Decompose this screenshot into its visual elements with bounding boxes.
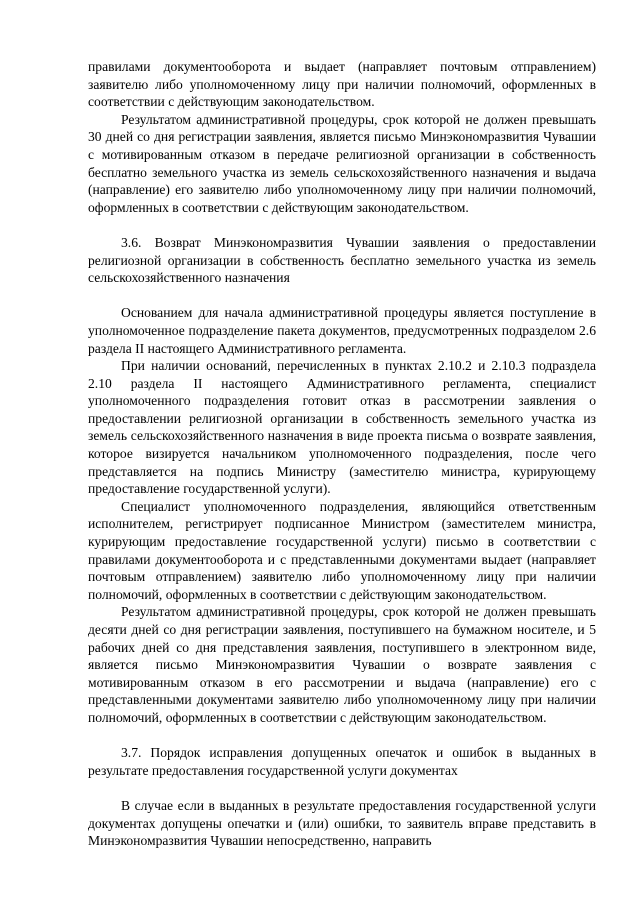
spacer [88,727,596,745]
paragraph-grounds: При наличии оснований, перечисленных в пунктах 2.10.2 и 2.10.3 подраздела 2.10 раздела II настоящего Административного регламента, специалист уполномоченного подразделения готовит отказ в рассмотрении заявления о предоставлении религиозной организации в собственность земельного участка из земель сельскохозяйственного назначения в виде проекта письма о возврате заявления, которое визируется начальником уполномоченного подразделения, после чего представляется на подпись Министру (заместителю министра, курирующему предоставление государственной услуги). [88,358,596,497]
paragraph-specialist: Специалист уполномоченного подразделения, являющийся ответственным исполнителем, регистрирует подписанное Министром (заместителем министра, курирующим предоставление государственной услуги) письмо в соответствии с правилами документооборота и с представленными документами выдает (направляет почтовым отправлением) заявителю либо уполномоченному лицу при наличии полномочий, оформленных в соответствии с действующим законодательством. [88,498,596,602]
paragraph-errors: В случае если в выданных в результате предоставления государственной услуги документах допущены опечатки и (или) ошибки, то заявитель вправе представить в Минэкономразвития Чувашии непосредственно, направить [88,797,596,849]
section-heading-3-6: 3.6. Возврат Минэкономразвития Чувашии заявления о предоставлении религиозной организации в собственность бесплатно земельного участка из земель сельскохозяйственного назначения [88,234,596,286]
spacer [88,287,596,305]
paragraph-continuation: правилами документооборота и выдает (направляет почтовым отправлением) заявителю либо уполномоченному лицу при наличии полномочий, оформленных в соответствии с действующим законодательством. [88,59,596,110]
paragraph-basis: Основанием для начала административной процедуры является поступление в уполномоченное подразделение пакета документов, предусмотренных подразделом 2.6 раздела II настоящего Административного регламента. [88,305,596,356]
paragraph-result-2: Результатом административной процедуры, срок которой не должен превышать десяти дней со дня регистрации заявления, поступившего на бумажном носителе, и 5 рабочих дней со дня представления заявления, поступившего в электронном виде, является письмо Минэкономразвития Чувашии о возврате заявления с мотивированным отказом в его рассмотрении и выдача (направление) его с представленными документами заявителю либо уполномоченному лицу при наличии полномочий, оформленных в соответствии с действующим законодательством. [88,604,596,725]
document-page [88,58,596,850]
section-heading-3-7: 3.7. Порядок исправления допущенных опечаток и ошибок в выданных в результате предоставления государственной услуги документах [88,745,596,778]
paragraph-result-1: Результатом административной процедуры, срок которой не должен превышать 30 дней со дня регистрации заявления, является письмо Минэкономразвития Чувашии с мотивированным отказом в передаче религиозной организации в собственность бесплатно земельного участка из земель сельскохозяйственного назначения и выдача (направление) его заявителю либо уполномоченному лицу при наличии полномочий, оформленных в соответствии с действующим законодательством. [88,111,596,215]
spacer [88,779,596,797]
spacer [88,216,596,234]
